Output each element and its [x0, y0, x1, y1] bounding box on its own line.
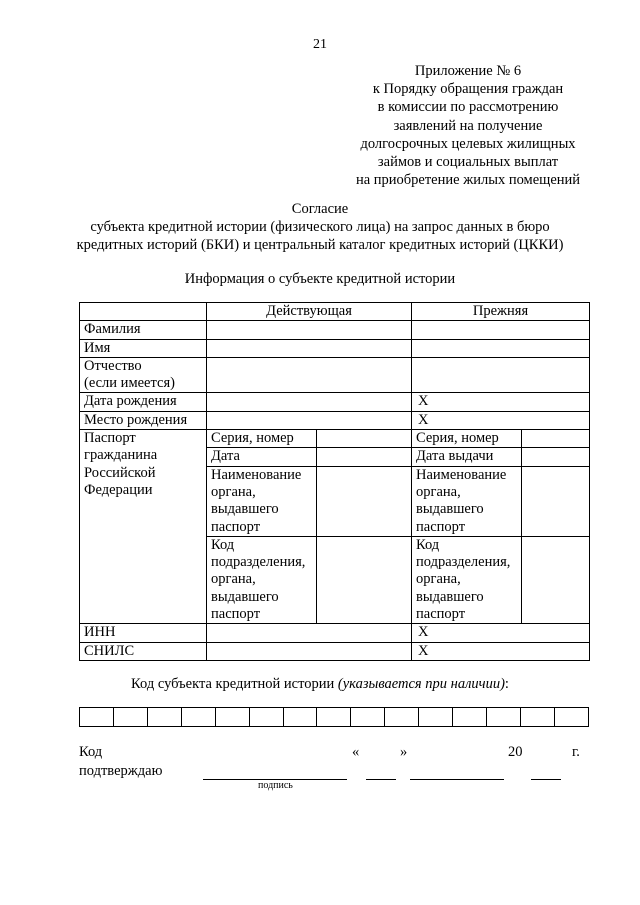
subdivision-label-line: паспорт: [211, 606, 261, 623]
subdivision-label-line: паспорт: [416, 606, 466, 623]
issuer-label-line: Наименование: [416, 466, 507, 483]
subdivision-label-line: подразделения,: [211, 554, 306, 571]
surname-current-cell[interactable]: [207, 321, 412, 339]
issuer-label-line: паспорт: [416, 518, 466, 535]
col-current-header: Действующая: [207, 303, 412, 321]
patronymic-label-line: (если имеется): [84, 375, 175, 392]
subdivision-label-line: выдавшего: [416, 588, 484, 605]
issuer-label-line: органа,: [211, 483, 256, 500]
issuer-current-cell[interactable]: [317, 466, 412, 536]
cross-mark: Х: [412, 624, 590, 642]
date-current-cell[interactable]: [317, 448, 412, 466]
row-label-name: Имя: [80, 339, 207, 357]
series-number-current-cell[interactable]: [317, 430, 412, 448]
code-box[interactable]: [283, 708, 317, 727]
page-number: 21: [313, 37, 327, 52]
appendix-line: долгосрочных целевых жилищных: [360, 135, 576, 152]
kod-label: Код: [79, 744, 103, 760]
year-prefix: 20: [508, 744, 523, 760]
cross-mark: Х: [412, 411, 590, 429]
table-row: [80, 430, 590, 448]
day-line[interactable]: [366, 779, 396, 780]
surname-previous-cell[interactable]: [412, 321, 590, 339]
subdivision-previous-cell[interactable]: [522, 536, 590, 623]
passport-label-line: Федерации: [84, 481, 153, 498]
month-line[interactable]: [410, 779, 504, 780]
year-suffix: г.: [572, 744, 580, 760]
code-box[interactable]: [317, 708, 351, 727]
code-box[interactable]: [249, 708, 283, 727]
row-label-patronymic: [80, 357, 207, 393]
date-label: Дата: [207, 448, 317, 466]
subdivision-label-line: подразделения,: [416, 554, 511, 571]
table-row: [80, 642, 590, 660]
table-row: [80, 411, 590, 429]
code-box[interactable]: [215, 708, 249, 727]
cross-mark: Х: [412, 642, 590, 660]
issuer-previous-cell[interactable]: [522, 466, 590, 536]
table-row: [80, 339, 590, 357]
name-current-cell[interactable]: [207, 339, 412, 357]
credit-code-note: (указывается при наличии): [337, 676, 505, 692]
name-previous-cell[interactable]: [412, 339, 590, 357]
row-label-surname: Фамилия: [80, 321, 207, 339]
table-row: [80, 357, 590, 393]
table-header-row: [80, 303, 590, 321]
code-box[interactable]: [487, 708, 521, 727]
row-label-snils: СНИЛС: [80, 642, 207, 660]
issuer-label: [207, 466, 317, 536]
appendix-line: заявлений на получение: [393, 117, 543, 134]
code-box[interactable]: [147, 708, 181, 727]
appendix-header: [338, 62, 598, 189]
patronymic-label-line: Отчество: [84, 357, 142, 374]
birth-place-current-cell[interactable]: [207, 411, 412, 429]
table-row: [80, 321, 590, 339]
issue-date-previous-cell[interactable]: [522, 448, 590, 466]
series-number-label: Серия, номер: [207, 430, 317, 448]
passport-label-line: Паспорт: [84, 430, 136, 447]
issuer-label-line: органа,: [416, 483, 461, 500]
appendix-line: Приложение № 6: [414, 63, 522, 79]
credit-code-label: Код субъекта кредитной истории: [131, 676, 338, 692]
code-box[interactable]: [385, 708, 419, 727]
subdivision-label-line: Код: [211, 536, 235, 553]
patronymic-current-cell[interactable]: [207, 357, 412, 393]
subdivision-label-line: органа,: [416, 571, 461, 588]
title-line: Согласие: [291, 201, 349, 217]
credit-code-colon: :: [504, 676, 509, 692]
inn-current-cell[interactable]: [207, 624, 412, 642]
subject-info-table: [79, 302, 590, 661]
subdivision-current-cell[interactable]: [317, 536, 412, 623]
confirm-label: подтверждаю: [79, 763, 163, 779]
table-row: [80, 624, 590, 642]
issuer-label-line: Наименование: [211, 466, 302, 483]
section-subtitle: Информация о субъекте кредитной истории: [184, 271, 456, 287]
document-title: [40, 200, 600, 254]
cross-mark: Х: [412, 393, 590, 411]
table-row: [80, 393, 590, 411]
subdivision-label-line: Код: [416, 536, 440, 553]
appendix-line: к Порядку обращения граждан: [372, 81, 564, 98]
row-label-birth-date: Дата рождения: [80, 393, 207, 411]
title-line: кредитных историй (БКИ) и центральный каталог кредитных историй (ЦККИ): [76, 237, 564, 253]
code-box[interactable]: [351, 708, 385, 727]
year-line[interactable]: [531, 779, 561, 780]
birth-date-current-cell[interactable]: [207, 393, 412, 411]
issuer-label-previous: [412, 466, 522, 536]
title-line: субъекта кредитной истории (физического лица) на запрос данных в бюро: [90, 219, 550, 235]
quote-open: «: [352, 744, 360, 760]
code-box-row: [80, 708, 589, 727]
snils-current-cell[interactable]: [207, 642, 412, 660]
subdivision-label: [207, 536, 317, 623]
row-label-passport: [80, 430, 207, 624]
credit-code-boxes: [79, 707, 589, 727]
issuer-label-line: выдавшего: [211, 501, 279, 518]
subdivision-label-line: выдавшего: [211, 588, 279, 605]
subdivision-label-previous: [412, 536, 522, 623]
appendix-line: на приобретение жилых помещений: [355, 172, 581, 189]
series-number-label-previous: Серия, номер: [412, 430, 522, 448]
credit-code-caption: [0, 676, 640, 693]
appendix-line: в комиссии по рассмотрению: [377, 99, 559, 116]
code-box[interactable]: [113, 708, 147, 727]
code-box[interactable]: [181, 708, 215, 727]
code-box[interactable]: [419, 708, 453, 727]
subdivision-label-line: органа,: [211, 571, 256, 588]
issue-date-label: Дата выдачи: [412, 448, 522, 466]
code-box[interactable]: [554, 708, 588, 727]
passport-label-line: гражданина: [84, 447, 158, 464]
appendix-line: займов и социальных выплат: [377, 154, 559, 171]
passport-label-line: Российской: [84, 464, 156, 481]
col-previous-header: Прежняя: [412, 303, 590, 321]
quote-close: »: [400, 744, 408, 760]
code-box[interactable]: [80, 708, 114, 727]
issuer-label-line: выдавшего: [416, 501, 484, 518]
row-label-birth-place: Место рождения: [80, 411, 207, 429]
table-cell: [80, 303, 207, 321]
code-box[interactable]: [453, 708, 487, 727]
patronymic-previous-cell[interactable]: [412, 357, 590, 393]
series-number-previous-cell[interactable]: [522, 430, 590, 448]
code-box[interactable]: [520, 708, 554, 727]
signature-caption: подпись: [258, 780, 293, 791]
issuer-label-line: паспорт: [211, 518, 261, 535]
row-label-inn: ИНН: [80, 624, 207, 642]
